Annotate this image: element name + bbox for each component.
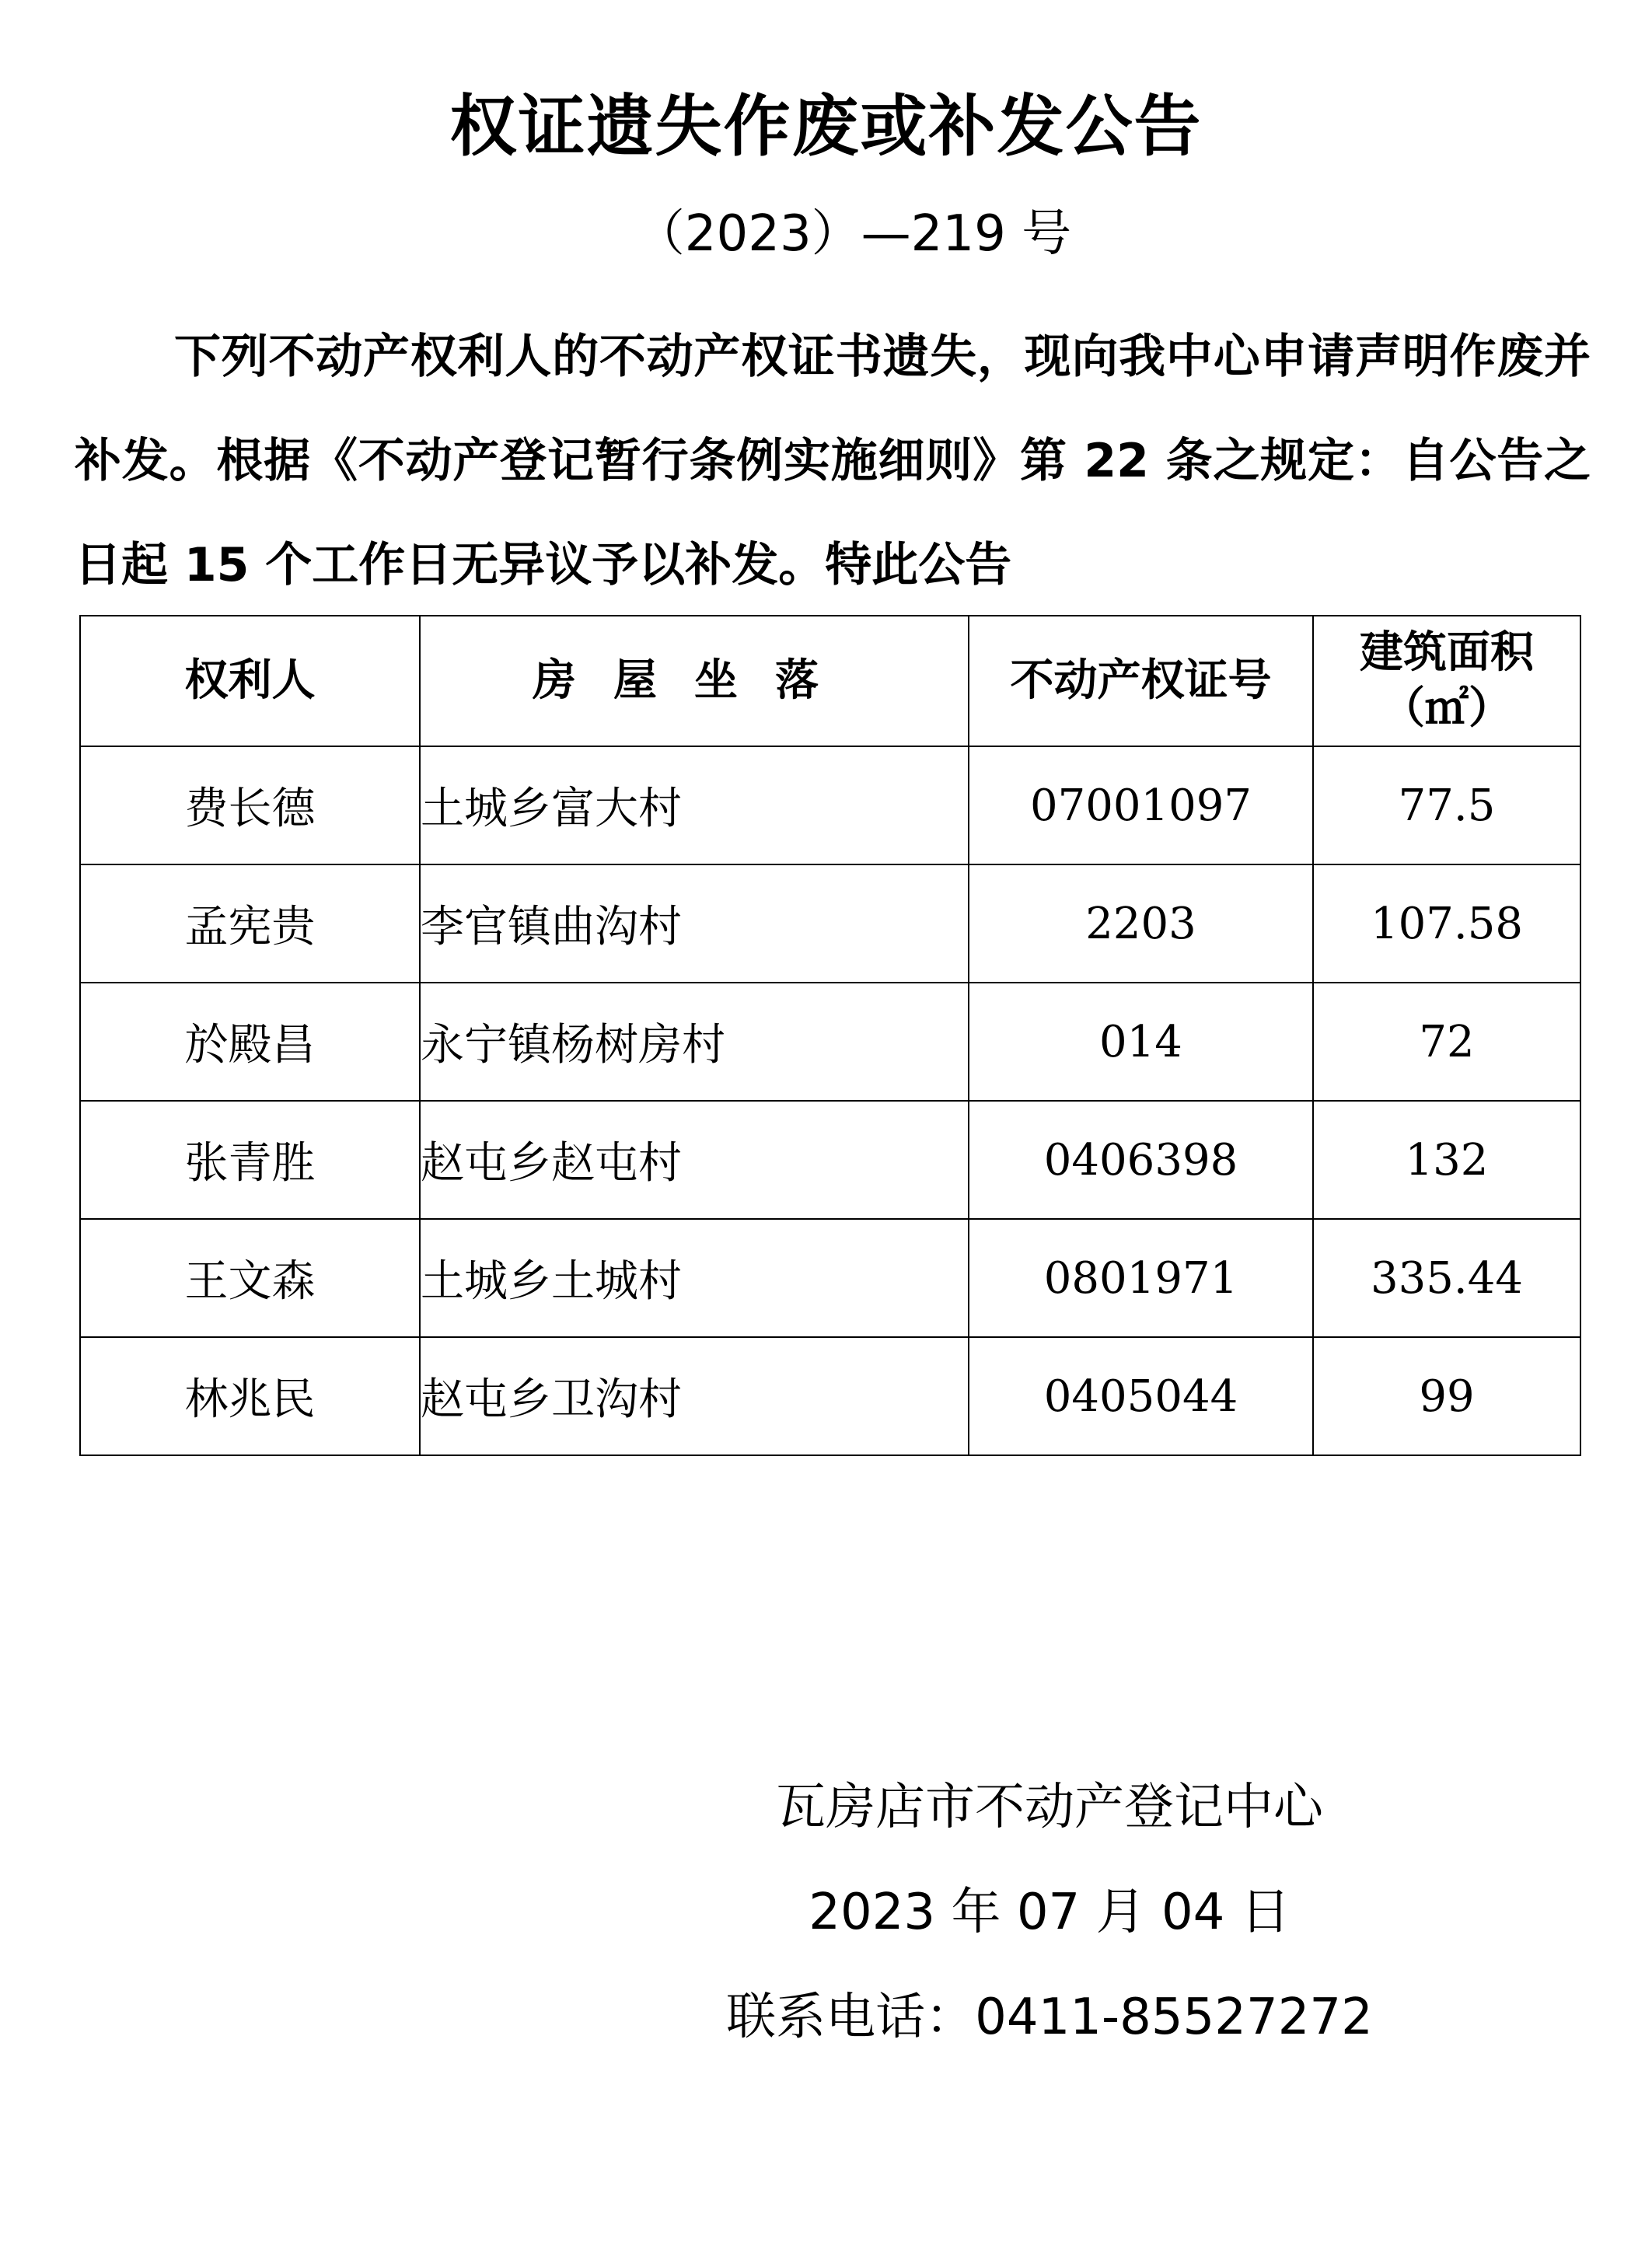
announcement-title: 权证遗失作废或补发公告 (449, 88, 1203, 166)
table-header-row (80, 616, 1580, 746)
table-row (80, 1219, 1580, 1337)
location-cell: 土城乡土城村 (420, 1219, 969, 1337)
lost-certificate-table (79, 615, 1581, 1456)
cert-no-cell: 0406398 (969, 1101, 1313, 1219)
location-cell: 赵屯乡卫沟村 (420, 1337, 969, 1455)
area-cell: 132 (1313, 1101, 1580, 1219)
cert-no-cell: 0405044 (969, 1337, 1313, 1455)
header-cert-no: 不动产权证号 (969, 616, 1313, 746)
location-cell: 赵屯乡赵屯村 (420, 1101, 969, 1219)
issue-date: 2023 年 07 月 04 日 (809, 1884, 1291, 1941)
owner-cell: 张青胜 (80, 1101, 420, 1219)
location-cell: 李官镇曲沟村 (420, 864, 969, 983)
cert-no-cell: 2203 (969, 864, 1313, 983)
cert-no-cell: 014 (969, 983, 1313, 1101)
area-cell: 72 (1313, 983, 1580, 1101)
table-row (80, 746, 1580, 864)
table-row (80, 983, 1580, 1101)
owner-cell: 费长德 (80, 746, 420, 864)
area-cell: 107.58 (1313, 864, 1580, 983)
issuing-organization: 瓦房店市不动产登记中心 (776, 1779, 1323, 1836)
owner-cell: 於殿昌 (80, 983, 420, 1101)
document-number: （2023）—219 号 (634, 205, 1072, 263)
header-area (1313, 616, 1580, 746)
announcement-body: 下列不动产权利人的不动产权证书遗失，现向我中心申请声明作废并补发。根据《不动产登记暂行条例实施细则》第 22 条之规定：自公告之日起 15 个工作日无异议予以补发。特此公告 (75, 330, 1591, 592)
contact-phone: 联系电话：0411-85527272 (726, 1989, 1373, 2046)
owner-cell: 林兆民 (80, 1337, 420, 1455)
location-cell: 土城乡富大村 (420, 746, 969, 864)
area-cell: 77.5 (1313, 746, 1580, 864)
table-row (80, 1337, 1580, 1455)
table-row (80, 864, 1580, 983)
header-area-label: 建筑面积 (1360, 627, 1534, 678)
cert-no-cell: 0801971 (969, 1219, 1313, 1337)
area-cell: 99 (1313, 1337, 1580, 1455)
owner-cell: 王文森 (80, 1219, 420, 1337)
header-area-unit: （㎡） (1381, 683, 1512, 734)
header-location: 房屋坐落 (420, 616, 969, 746)
cert-no-cell: 07001097 (969, 746, 1313, 864)
area-cell: 335.44 (1313, 1219, 1580, 1337)
owner-cell: 孟宪贵 (80, 864, 420, 983)
header-owner: 权利人 (80, 616, 420, 746)
location-cell: 永宁镇杨树房村 (420, 983, 969, 1101)
table-row (80, 1101, 1580, 1219)
